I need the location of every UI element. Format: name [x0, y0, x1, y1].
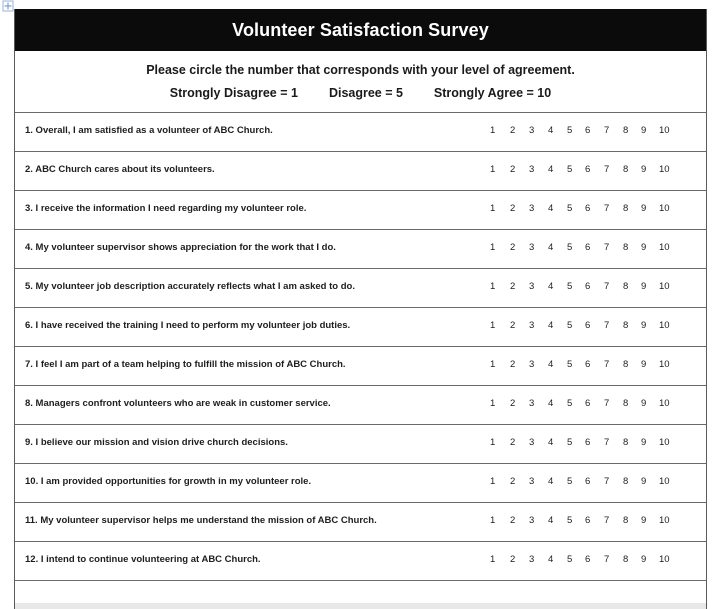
rating-option[interactable]: 1 [490, 125, 496, 136]
question-row [15, 386, 706, 425]
rating-option[interactable]: 1 [490, 476, 496, 487]
rating-option[interactable]: 2 [510, 164, 516, 175]
rating-option[interactable]: 7 [604, 320, 610, 331]
rating-option[interactable]: 3 [529, 476, 535, 487]
rating-option[interactable]: 9 [641, 437, 647, 448]
question-list [15, 113, 706, 581]
rating-option[interactable]: 8 [623, 125, 629, 136]
rating-option[interactable]: 5 [567, 203, 573, 214]
rating-option[interactable]: 5 [567, 281, 573, 292]
rating-option[interactable]: 9 [641, 203, 647, 214]
rating-option[interactable]: 5 [567, 476, 573, 487]
question-row [15, 191, 706, 230]
rating-option[interactable]: 5 [567, 164, 573, 175]
rating-option[interactable]: 9 [641, 476, 647, 487]
rating-option[interactable]: 10 [659, 320, 670, 331]
question-row [15, 503, 706, 542]
rating-option[interactable]: 10 [659, 554, 670, 565]
rating-option[interactable]: 2 [510, 281, 516, 292]
rating-option[interactable]: 6 [585, 437, 591, 448]
survey-form [14, 9, 707, 609]
rating-option[interactable]: 9 [641, 398, 647, 409]
rating-option[interactable]: 4 [548, 164, 554, 175]
question-text: 6. I have received the training I need to perform my volunteer job duties. [25, 320, 351, 331]
rating-option[interactable]: 10 [659, 515, 670, 526]
rating-option[interactable]: 2 [510, 125, 516, 136]
rating-option[interactable]: 3 [529, 398, 535, 409]
rating-option[interactable]: 8 [623, 164, 629, 175]
rating-option[interactable]: 6 [585, 515, 591, 526]
rating-option[interactable]: 7 [604, 203, 610, 214]
rating-scale [490, 398, 680, 412]
rating-option[interactable]: 8 [623, 281, 629, 292]
rating-option[interactable]: 4 [548, 398, 554, 409]
rating-option[interactable]: 9 [641, 164, 647, 175]
rating-option[interactable]: 3 [529, 242, 535, 253]
rating-option[interactable]: 10 [659, 359, 670, 370]
rating-option[interactable]: 6 [585, 476, 591, 487]
question-text: 1. Overall, I am satisfied as a volunteer of ABC Church. [25, 125, 273, 136]
question-text: 3. I receive the information I need regarding my volunteer role. [25, 203, 307, 214]
rating-option[interactable]: 6 [585, 320, 591, 331]
rating-option[interactable]: 9 [641, 359, 647, 370]
rating-option[interactable]: 10 [659, 125, 670, 136]
rating-option[interactable]: 2 [510, 437, 516, 448]
rating-option[interactable]: 7 [604, 164, 610, 175]
rating-option[interactable]: 8 [623, 203, 629, 214]
scale-legend-high: Strongly Agree = 10 [433, 86, 552, 100]
rating-option[interactable]: 3 [529, 281, 535, 292]
rating-option[interactable]: 1 [490, 203, 496, 214]
rating-option[interactable]: 6 [585, 125, 591, 136]
question-text: 12. I intend to continue volunteering at ABC Church. [25, 554, 261, 565]
rating-scale [490, 515, 680, 529]
rating-option[interactable]: 1 [490, 554, 496, 565]
rating-option[interactable]: 5 [567, 242, 573, 253]
rating-scale [490, 476, 680, 490]
rating-option[interactable]: 5 [567, 437, 573, 448]
rating-option[interactable]: 3 [529, 164, 535, 175]
rating-option[interactable]: 5 [567, 515, 573, 526]
rating-option[interactable]: 1 [490, 515, 496, 526]
rating-option[interactable]: 6 [585, 242, 591, 253]
rating-option[interactable]: 4 [548, 203, 554, 214]
rating-option[interactable]: 3 [529, 515, 535, 526]
question-text: 8. Managers confront volunteers who are weak in customer service. [25, 398, 331, 409]
rating-option[interactable]: 1 [490, 437, 496, 448]
rating-option[interactable]: 9 [641, 242, 647, 253]
rating-option[interactable]: 8 [623, 476, 629, 487]
rating-option[interactable]: 7 [604, 125, 610, 136]
rating-option[interactable]: 8 [623, 242, 629, 253]
instructions-block [15, 51, 706, 113]
rating-option[interactable]: 3 [529, 437, 535, 448]
rating-option[interactable]: 6 [585, 359, 591, 370]
rating-option[interactable]: 4 [548, 437, 554, 448]
rating-option[interactable]: 9 [641, 320, 647, 331]
rating-option[interactable]: 4 [548, 281, 554, 292]
rating-option[interactable]: 8 [623, 515, 629, 526]
rating-option[interactable]: 5 [567, 398, 573, 409]
question-text: 10. I am provided opportunities for growth in my volunteer role. [25, 476, 312, 487]
rating-option[interactable]: 3 [529, 554, 535, 565]
rating-scale [490, 359, 680, 373]
rating-option[interactable]: 9 [641, 125, 647, 136]
rating-option[interactable]: 1 [490, 164, 496, 175]
rating-option[interactable]: 7 [604, 476, 610, 487]
question-row [15, 542, 706, 581]
question-row [15, 230, 706, 269]
rating-option[interactable]: 10 [659, 242, 670, 253]
rating-option[interactable]: 7 [604, 554, 610, 565]
rating-scale [490, 437, 680, 451]
question-row [15, 464, 706, 503]
rating-option[interactable]: 4 [548, 359, 554, 370]
rating-option[interactable]: 7 [604, 281, 610, 292]
question-row [15, 113, 706, 152]
rating-option[interactable]: 2 [510, 242, 516, 253]
question-text: 5. My volunteer job description accurately reflects what I am asked to do. [25, 281, 355, 292]
rating-option[interactable]: 10 [659, 203, 670, 214]
rating-option[interactable]: 7 [604, 515, 610, 526]
rating-option[interactable]: 1 [490, 281, 496, 292]
rating-option[interactable]: 4 [548, 125, 554, 136]
rating-option[interactable]: 6 [585, 398, 591, 409]
rating-option[interactable]: 10 [659, 437, 670, 448]
rating-option[interactable]: 10 [659, 476, 670, 487]
rating-option[interactable]: 2 [510, 515, 516, 526]
rating-option[interactable]: 3 [529, 203, 535, 214]
rating-option[interactable]: 1 [490, 320, 496, 331]
rating-option[interactable]: 2 [510, 359, 516, 370]
rating-option[interactable]: 10 [659, 281, 670, 292]
rating-scale [490, 203, 680, 217]
rating-option[interactable]: 3 [529, 125, 535, 136]
question-row [15, 308, 706, 347]
scale-legend [15, 86, 706, 100]
rating-scale [490, 242, 680, 256]
rating-option[interactable]: 8 [623, 359, 629, 370]
rating-option[interactable]: 8 [623, 398, 629, 409]
question-text: 2. ABC Church cares about its volunteers. [25, 164, 215, 175]
rating-option[interactable]: 2 [510, 320, 516, 331]
rating-option[interactable]: 3 [529, 359, 535, 370]
rating-option[interactable]: 7 [604, 398, 610, 409]
rating-option[interactable]: 6 [585, 554, 591, 565]
rating-scale [490, 164, 680, 178]
rating-option[interactable]: 1 [490, 398, 496, 409]
rating-scale [490, 554, 680, 568]
scale-legend-low: Strongly Disagree = 1 [169, 86, 298, 100]
rating-option[interactable]: 8 [623, 437, 629, 448]
question-row [15, 347, 706, 386]
rating-option[interactable]: 5 [567, 320, 573, 331]
rating-option[interactable]: 7 [604, 359, 610, 370]
question-row [15, 269, 706, 308]
rating-option[interactable]: 10 [659, 398, 670, 409]
rating-option[interactable]: 9 [641, 554, 647, 565]
rating-option[interactable]: 2 [510, 476, 516, 487]
rating-option[interactable]: 4 [548, 554, 554, 565]
rating-option[interactable]: 7 [604, 242, 610, 253]
question-text: 9. I believe our mission and vision drive church decisions. [25, 437, 288, 448]
rating-option[interactable]: 10 [659, 164, 670, 175]
rating-option[interactable]: 2 [510, 554, 516, 565]
rating-option[interactable]: 5 [567, 554, 573, 565]
rating-option[interactable]: 8 [623, 320, 629, 331]
rating-option[interactable]: 8 [623, 554, 629, 565]
rating-option[interactable]: 1 [490, 359, 496, 370]
rating-option[interactable]: 4 [548, 476, 554, 487]
rating-scale [490, 320, 680, 334]
rating-option[interactable]: 5 [567, 359, 573, 370]
rating-option[interactable]: 4 [548, 320, 554, 331]
rating-option[interactable]: 9 [641, 281, 647, 292]
question-text: 11. My volunteer supervisor helps me understand the mission of ABC Church. [25, 515, 377, 526]
rating-scale [490, 281, 680, 295]
page-edge [15, 603, 706, 609]
rating-option[interactable]: 6 [585, 281, 591, 292]
instructions-text: Please circle the number that corresponds with your level of agreement. [146, 63, 575, 77]
rating-option[interactable]: 4 [548, 242, 554, 253]
question-text: 4. My volunteer supervisor shows appreciation for the work that I do. [25, 242, 336, 253]
rating-scale [490, 125, 680, 139]
move-handle-icon[interactable] [2, 0, 14, 12]
rating-option[interactable]: 6 [585, 203, 591, 214]
scale-legend-mid: Disagree = 5 [328, 86, 403, 100]
rating-option[interactable]: 4 [548, 515, 554, 526]
rating-option[interactable]: 2 [510, 203, 516, 214]
rating-option[interactable]: 5 [567, 125, 573, 136]
rating-option[interactable]: 7 [604, 437, 610, 448]
rating-option[interactable]: 2 [510, 398, 516, 409]
question-text: 7. I feel I am part of a team helping to fulfill the mission of ABC Church. [25, 359, 346, 370]
rating-option[interactable]: 9 [641, 515, 647, 526]
question-row [15, 425, 706, 464]
rating-option[interactable]: 6 [585, 164, 591, 175]
question-row [15, 152, 706, 191]
rating-option[interactable]: 1 [490, 242, 496, 253]
rating-option[interactable]: 3 [529, 320, 535, 331]
survey-title: Volunteer Satisfaction Survey [15, 9, 706, 51]
